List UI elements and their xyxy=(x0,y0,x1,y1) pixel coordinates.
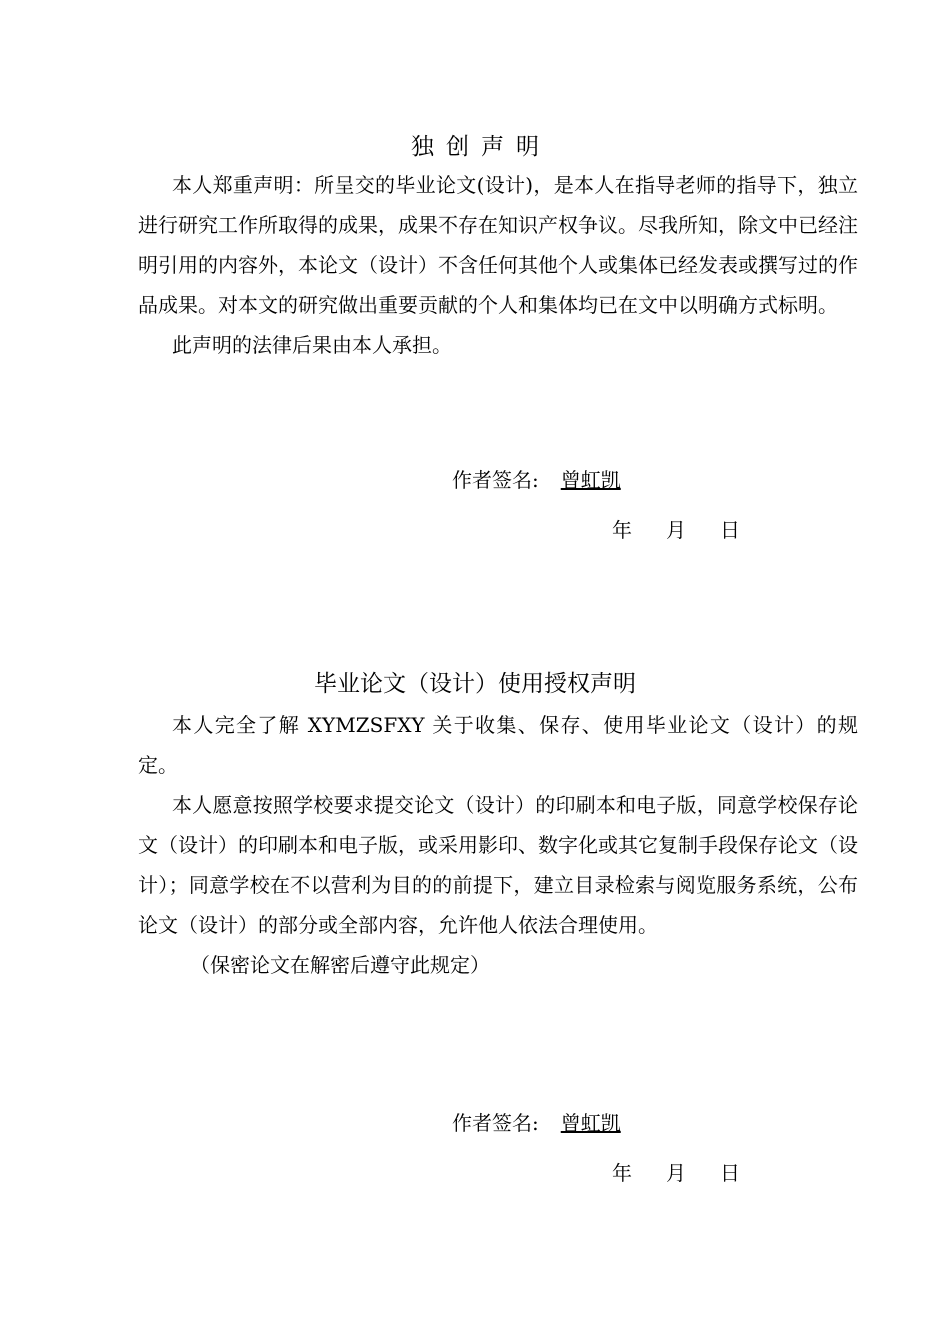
signature-name: 曾虹凯 xyxy=(560,1111,621,1135)
date-day: 日 xyxy=(720,518,740,542)
authorization-paragraph-1: 本人完全了解 XYMZSFXY 关于收集、保存、使用毕业论文（设计）的规定。 xyxy=(138,713,858,777)
authorization-note: （保密论文在解密后遵守此规定） xyxy=(190,953,490,977)
authorization-paragraph-2: 本人愿意按照学校要求提交论文（设计）的印刷本和电子版，同意学校保存论文（设计）的印刷本和电子版，或采用影印、数字化或其它复制手段保存论文（设计）；同意学校在不以营利为目的的前提下，建立目录检索与阅览服务系统，公布论文（设计）的部分或全部内容，允许他人依法合理使用。 xyxy=(138,793,858,937)
originality-body xyxy=(138,165,858,365)
date-month: 月 xyxy=(666,518,686,542)
originality-paragraph-1: 本人郑重声明：所呈交的毕业论文(设计)，是本人在指导老师的指导下，独立进行研究工作所取得的成果，成果不存在知识产权争议。尽我所知，除文中已经注明引用的内容外，本论文（设计）不含任何其他个人或集体已经发表或撰写过的作品成果。对本文的研究做出重要贡献的个人和集体均已在文中以明确方式标明。 xyxy=(138,173,858,317)
originality-date xyxy=(612,515,740,545)
date-month: 月 xyxy=(666,1161,686,1185)
originality-paragraph-2: 此声明的法律后果由本人承担。 xyxy=(172,333,452,357)
authorization-signature xyxy=(452,1108,633,1138)
date-day: 日 xyxy=(720,1161,740,1185)
authorization-title: 毕业论文（设计）使用授权声明 xyxy=(314,671,636,697)
date-year: 年 xyxy=(612,1161,632,1185)
date-year: 年 xyxy=(612,518,632,542)
originality-title: 独创声明 xyxy=(411,134,551,160)
signature-name: 曾虹凯 xyxy=(560,468,621,492)
signature-label: 作者签名: xyxy=(452,1111,539,1135)
signature-label: 作者签名: xyxy=(452,468,539,492)
authorization-date xyxy=(612,1158,740,1188)
authorization-body xyxy=(138,705,858,985)
originality-signature xyxy=(452,465,633,495)
